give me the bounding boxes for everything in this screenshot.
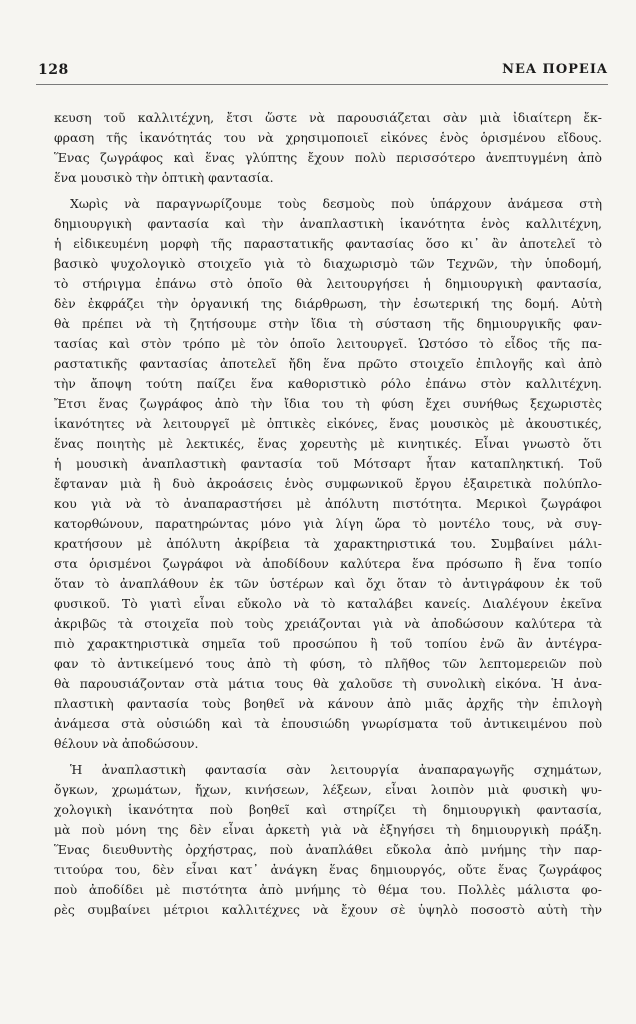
text-line: κρατήσουν μὲ ἀπόλυτη ἀκρίβεια τὰ χαρακτηριστικά του. Συμβαίνει μάλι-: [54, 536, 602, 551]
text-line: θέλουν νὰ ἀποδώσουν.: [54, 736, 199, 751]
text-line: στα ὁρισμένοι ζωγράφοι νὰ ἀποδίδουν καλύτερα ἕνα πρόσωπο ἢ ἕνα τοπίο: [54, 556, 602, 571]
text-line: ραστατικῆς φαντασίας ἀποτελεῖ ἤδη ἕνα πρῶτο στοιχεῖο ἐπιλογῆς καὶ ἀπὸ: [54, 356, 602, 371]
text-line: ποὺ ἀποδίδει μὲ πιστότητα ἀπὸ μνήμης τὸ θέμα του. Πολλὲς μάλιστα φο-: [54, 882, 602, 897]
text-line: Ἕνας ζωγράφος καὶ ἕνας γλύπτης ἔχουν πολὺ περισσότερο ἀνεπτυγμένη ἀπὸ: [54, 150, 602, 165]
page-number: 128: [38, 62, 69, 78]
page-header: [36, 62, 608, 85]
text-line: ἀνάμεσα στὰ οὐσιώδη καὶ τὰ ἐπουσιώδη γνωρίσματα τοῦ ἀντικειμένου ποὺ: [54, 716, 602, 731]
text-line: ἡ μουσικὴ ἀναπλαστικὴ φαντασία τοῦ Μότσαρτ ἦταν καταπληκτική. Τοῦ: [54, 456, 602, 471]
text-line: κευση τοῦ καλλιτέχνη, ἔτσι ὥστε νὰ παρουσιάζεται σὰν μιὰ ἰδιαίτερη ἔκ-: [54, 110, 602, 125]
text-line: κατορθώνουν, παρατηρώντας μόνο γιὰ λίγη ὥρα τὸ μοντέλο τους, νὰ συγ-: [54, 516, 602, 531]
running-title: ΝΕΑ ΠΟΡΕΙΑ: [502, 62, 608, 77]
text-line: τὴν ἄποψη τούτη παίζει ἕνα καθοριστικὸ ρόλο ἐπάνω στὸν καλλιτέχνη.: [54, 376, 602, 391]
text-line: φαν τὸ ἀντικείμενό τους ἀπὸ τὴ φύση, τὸ πλῆθος τῶν λεπτομερειῶν ποὺ: [54, 656, 602, 671]
text-line: θὰ παρουσιάζονταν στὰ μάτια τους θὰ χαλοῦσε τὴ συνολικὴ εἰκόνα. Ἡ ἀνα-: [54, 676, 602, 691]
text-line: κου γιὰ νὰ τὸ ἀναπαραστήσει μὲ ἀπόλυτη πιστότητα. Μερικοὶ ζωγράφοι: [54, 496, 602, 511]
text-line: τὸ στήριγμα ἐπάνω στὸ ὁποῖο θὰ λειτουργήσει ἡ δημιουργικὴ φαντασία,: [54, 276, 602, 291]
text-line: Ἕνας διευθυντὴς ὀρχήστρας, ποὺ ἀναπλάθει εὔκολα ἀπὸ μνήμης τὴν παρ-: [54, 842, 602, 857]
text-line: πλαστικὴ φαντασία τοὺς βοηθεῖ νὰ κάνουν ἀπὸ μιᾶς ἀρχῆς τὴν ἐπιλογὴ: [54, 696, 602, 711]
text-line: ἔφταναν μιὰ ἢ δυὸ ἀκροάσεις ἑνὸς συμφωνικοῦ ἔργου ἐξαιρετικὰ πολύπλο-: [54, 476, 602, 491]
text-line: ἡ εἰδικευμένη μορφὴ τῆς παραστατικῆς φαντασίας ὅσο κι᾿ ἂν ἀποτελεῖ τὸ: [54, 236, 602, 251]
text-line: δημιουργικὴ φαντασία καὶ τὴν ἀναπλαστικὴ ἱκανότητα ἑνὸς καλλιτέχνη,: [54, 216, 602, 231]
text-line: δὲν ἐκφράζει τὴν ὀργανική της διάρθρωση, τὴν ἐσωτερική της δομή. Αὐτὴ: [54, 296, 602, 311]
text-line: Ἡ ἀναπλαστικὴ φαντασία σὰν λειτουργία ἀναπαραγωγῆς σχημάτων,: [70, 762, 602, 777]
text-line: τιτούρα του, δὲν εἶναι κατ᾿ ἀνάγκη ἕνας δημιουργός, οὔτε ἕνας ζωγράφος: [54, 862, 602, 877]
paragraph: [54, 108, 602, 188]
text-line: φυσικοῦ. Τὸ γιατὶ εἶναι εὔκολο νὰ τὸ καταλάβει κανείς. Διαλέγουν ἐκεῖνα: [54, 596, 602, 611]
text-line: χολογικὴ ἱκανότητα ποὺ βοηθεῖ καὶ στηρίζει τὴ δημιουργικὴ φαντασία,: [54, 802, 602, 817]
text-line: πιὸ χαρακτηριστικὰ σημεῖα τοῦ προσώπου ἢ τοῦ τοπίου ἐνῶ ἂν ἀντέγρα-: [54, 636, 602, 651]
text-line: βασικὸ ψυχολογικὸ στοιχεῖο γιὰ τὸ διαχωρισμὸ τῶν Τεχνῶν, τὴν ὑποδομή,: [54, 256, 602, 271]
text-line: Χωρὶς νὰ παραγνωρίζουμε τοὺς δεσμοὺς ποὺ ὑπάρχουν ἀνάμεσα στὴ: [70, 196, 602, 211]
text-line: ἕνα μουσικὸ τὴν ὀπτικὴ φαντασία.: [54, 170, 274, 185]
text-line: ὄγκων, χρωμάτων, ἤχων, κινήσεων, λέξεων, εἶναι λοιπὸν μιὰ φυσικὴ ψυ-: [54, 782, 602, 797]
text-line: ἀκριβῶς τὰ στοιχεῖα ποὺ τοὺς χρειάζονται γιὰ νὰ ἀποδώσουν καλύτερα τὰ: [54, 616, 602, 631]
text-line: ὅταν τὸ ἀναπλάθουν ἐκ τῶν ὑστέρων καὶ ὄχι ὅταν τὸ ἀντιγράφουν ἐκ τοῦ: [54, 576, 602, 591]
body-text: [54, 108, 602, 920]
text-line: Ἔτσι ἕνας ζωγράφος ἀπὸ τὴν ἴδια του τὴ φύση ἔχει συνήθως ξεχωριστὲς: [54, 396, 602, 411]
paragraph: [54, 194, 602, 754]
text-line: ἕνας ποιητὴς μὲ λεκτικές, ἕνας χορευτὴς μὲ κινητικές. Εἶναι γνωστὸ ὅτι: [54, 436, 602, 451]
text-line: μὰ ποὺ μόνη της δὲν εἶναι ἀρκετὴ γιὰ νὰ ἐξηγήσει τὴ δημιουργικὴ πράξη.: [54, 822, 602, 837]
text-line: φραση τῆς ἱκανότητάς του νὰ χρησιμοποιεῖ εἰκόνες ἑνὸς ὁρισμένου εἴδους.: [54, 130, 602, 145]
text-line: ρὲς συμβαίνει μέτριοι καλλιτέχνες νὰ ἔχουν σὲ ὑψηλὸ ποσοστὸ αὐτὴ τὴν: [54, 902, 602, 917]
text-line: ἱκανότητες νὰ λειτουργεῖ μὲ ὀπτικὲς εἰκόνες, ἕνας μουσικὸς μὲ ἀκουστικές,: [54, 416, 602, 431]
paragraph: [54, 760, 602, 920]
text-line: τασίας καὶ στὸν τρόπο μὲ τὸν ὁποῖο λειτουργεῖ. Ὡστόσο τὸ εἶδος τῆς πα-: [54, 336, 602, 351]
text-line: θὰ πρέπει νὰ τὴ ζητήσουμε στὴν ἴδια τὴ σύσταση τῆς δημιουργικῆς φαν-: [54, 316, 602, 331]
